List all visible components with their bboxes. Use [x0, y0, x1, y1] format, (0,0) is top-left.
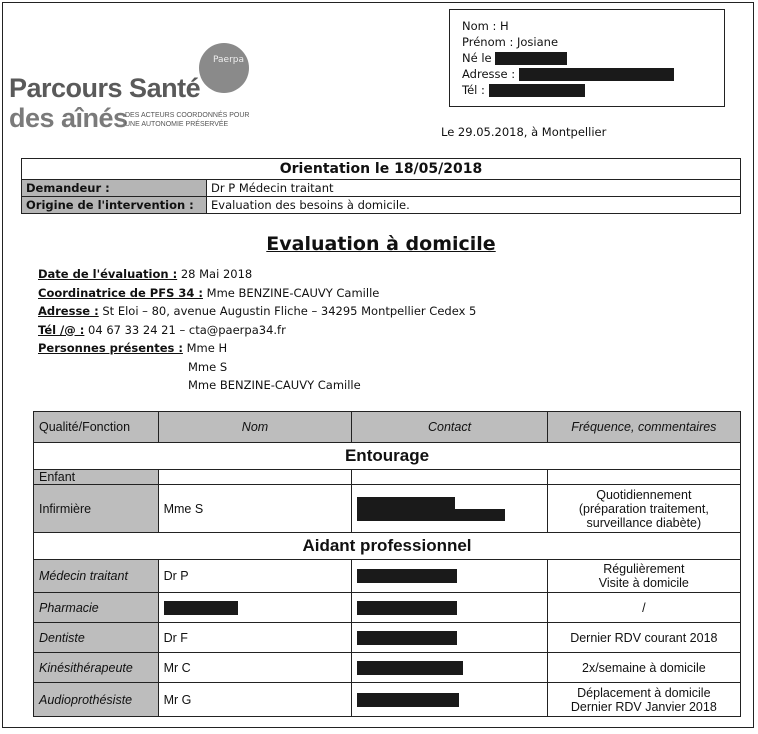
freq-cell: / — [547, 593, 740, 623]
role-cell: Pharmacie — [34, 593, 159, 623]
freq-line: surveillance diabète) — [586, 515, 702, 530]
logo-line-2: des aînés — [9, 103, 128, 133]
role-cell: Enfant — [34, 470, 159, 485]
contact-cell — [352, 470, 547, 485]
patient-adresse-label: Adresse : — [462, 67, 516, 81]
tel-label: Tél /@ : — [38, 322, 85, 337]
freq-line: Dernier RDV Janvier 2018 — [570, 699, 717, 714]
table-row — [34, 470, 741, 485]
role-cell: Kinésithérapeute — [34, 653, 159, 683]
redacted-birthdate — [495, 52, 567, 65]
logo-badge-text: Paerpa — [213, 55, 245, 65]
origine-value: Evaluation des besoins à domicile. — [207, 197, 741, 214]
orientation-title: Orientation le 18/05/2018 — [22, 159, 741, 180]
contacts-table — [33, 411, 741, 717]
redacted-contact — [357, 661, 463, 675]
name-cell — [158, 593, 352, 623]
table-row — [34, 593, 741, 623]
name-cell: Dr P — [158, 560, 352, 593]
redacted-contact — [357, 509, 505, 521]
patient-prenom-label: Prénom : — [462, 35, 514, 49]
evaluation-info — [38, 265, 476, 395]
header-frequence: Fréquence, commentaires — [547, 412, 740, 443]
demandeur-value: Dr P Médecin traitant — [207, 180, 741, 197]
freq-cell — [547, 470, 740, 485]
contact-cell — [352, 623, 547, 653]
present-person-2: Mme S — [188, 359, 228, 374]
name-cell: Mme S — [158, 485, 352, 533]
name-cell: Mr G — [158, 683, 352, 717]
present-person-1: Mme H — [186, 341, 228, 355]
document-page — [2, 2, 754, 728]
section-aidant-pro: Aidant professionnel — [34, 533, 741, 560]
contact-cell — [352, 683, 547, 717]
demandeur-label: Demandeur : — [22, 180, 207, 197]
contact-cell — [352, 653, 547, 683]
coordinator-value: Mme BENZINE-CAUVY Camille — [206, 285, 380, 300]
role-cell: Infirmière — [34, 485, 159, 533]
freq-cell — [547, 485, 740, 533]
freq-cell: Dernier RDV courant 2018 — [547, 623, 740, 653]
freq-line: Quotidiennement — [596, 487, 692, 502]
patient-nom-value: H — [500, 19, 509, 33]
tel-value: 04 67 33 24 21 – cta@paerpa34.fr — [88, 322, 286, 337]
redacted-contact — [357, 693, 459, 707]
freq-line: Visite à domicile — [598, 576, 689, 590]
contact-cell — [352, 485, 547, 533]
origine-label: Origine de l'intervention : — [22, 197, 207, 214]
role-cell: Dentiste — [34, 623, 159, 653]
header-contact: Contact — [352, 412, 547, 443]
coordinator-label: Coordinatrice de PFS 34 : — [38, 285, 203, 300]
redacted-name — [164, 601, 238, 615]
redacted-contact — [357, 497, 455, 509]
section-entourage: Entourage — [34, 443, 741, 470]
table-row — [34, 623, 741, 653]
redacted-contact — [357, 601, 457, 615]
present-label: Personnes présentes : — [38, 341, 183, 355]
name-cell: Dr F — [158, 623, 352, 653]
address-label: Adresse : — [38, 304, 99, 318]
table-row — [34, 485, 741, 533]
freq-line: (préparation traitement, — [578, 501, 709, 516]
orientation-table — [21, 158, 741, 214]
patient-ne-label: Né le — [462, 51, 492, 65]
freq-line: Déplacement à domicile — [577, 685, 711, 700]
table-row — [34, 683, 741, 717]
eval-date-label: Date de l'évaluation : — [38, 267, 178, 281]
evaluation-title: Evaluation à domicile — [266, 233, 496, 255]
patient-nom-label: Nom : — [462, 19, 497, 33]
redacted-phone — [489, 84, 585, 97]
patient-info-box — [449, 9, 725, 107]
logo-tagline: DES ACTEURS COORDONNÉS POUR UNE AUTONOMIE PRÉSERVÉE — [125, 112, 250, 128]
present-person-3: Mme BENZINE-CAUVY Camille — [188, 378, 361, 392]
freq-cell — [547, 683, 740, 717]
table-row — [34, 653, 741, 683]
patient-prenom-value: Josiane — [517, 35, 559, 49]
logo-line-1: Parcours Santé — [9, 73, 201, 103]
table-header-row — [34, 412, 741, 443]
redacted-contact — [357, 631, 457, 645]
section-row — [34, 443, 741, 470]
freq-line: Régulièrement — [603, 562, 685, 576]
contact-cell — [352, 560, 547, 593]
name-cell: Mr C — [158, 653, 352, 683]
header-qualite: Qualité/Fonction — [34, 412, 159, 443]
role-cell: Médecin traitant — [34, 560, 159, 593]
logo-badge — [199, 43, 249, 93]
freq-cell: 2x/semaine à domicile — [547, 653, 740, 683]
section-row — [34, 533, 741, 560]
patient-tel-label: Tél : — [462, 83, 485, 97]
freq-cell — [547, 560, 740, 593]
address-value: St Eloi – 80, avenue Augustin Fliche – 34295 Montpellier Cedex 5 — [102, 304, 477, 318]
header-nom: Nom — [158, 412, 352, 443]
contact-cell — [352, 593, 547, 623]
redacted-address — [519, 68, 674, 81]
date-place: Le 29.05.2018, à Montpellier — [441, 125, 607, 139]
logo — [9, 43, 259, 143]
role-cell: Audioprothésiste — [34, 683, 159, 717]
name-cell — [158, 470, 352, 485]
table-row — [34, 560, 741, 593]
eval-date-value: 28 Mai 2018 — [180, 267, 253, 281]
redacted-contact — [357, 569, 457, 583]
